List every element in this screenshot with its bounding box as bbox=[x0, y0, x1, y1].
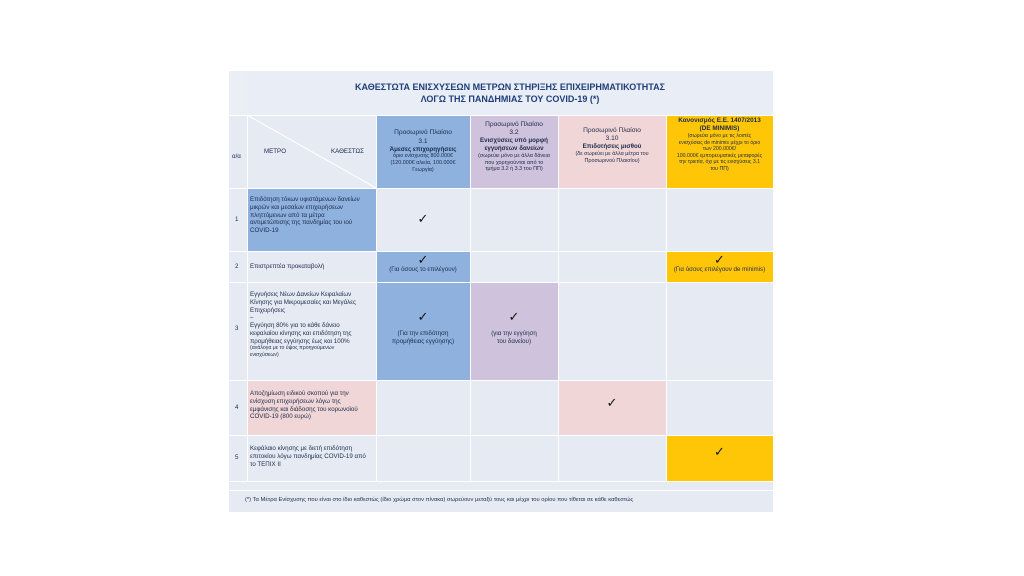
row-2-de-minimis-note: (Για όσους επιλέγουν de minimis) bbox=[673, 266, 766, 273]
grid-line bbox=[229, 188, 773, 189]
row-4-col-de-minimis bbox=[666, 380, 773, 435]
row-3-line: Κίνησης για Μικρομεσαίες και Μεγάλες bbox=[250, 298, 357, 306]
col2-l4: εγγυήσεων δανείων bbox=[484, 145, 544, 153]
col3-l4: (δε σωρεύει με άλλα μέτρα του bbox=[575, 151, 649, 158]
row-3-col-3-2-note: του δανείου) bbox=[496, 337, 532, 345]
row-5-num: 5 bbox=[235, 454, 239, 461]
row-1-num: 1 bbox=[235, 216, 239, 223]
row-4-line: Αποζημίωση ειδικού σκοπού για την bbox=[250, 390, 349, 397]
row-1-col-3-2 bbox=[470, 188, 558, 251]
header-kathestos: ΚΑΘΕΣΤΩΣ bbox=[331, 148, 365, 155]
row-5-num-cell bbox=[229, 435, 247, 481]
row-1-line: COVID-19 bbox=[250, 227, 279, 234]
header-aa-cell bbox=[229, 115, 247, 188]
col4-l1: Κανονισμός Ε.Ε. 1407/2013 bbox=[678, 117, 761, 124]
col2-l7: τμήμα 3.2 ή 3.3 του ΠΠ) bbox=[485, 166, 543, 173]
grid-line bbox=[229, 490, 773, 491]
col1-l6: Γεωργία) bbox=[412, 166, 434, 173]
row-4-line: εμφάνισης και διάδοσης του κορωνοϊού bbox=[250, 405, 358, 413]
grid-line bbox=[229, 115, 773, 116]
row-5-col-de-minimis bbox=[666, 435, 773, 481]
row-3-label bbox=[247, 282, 376, 380]
col2-l1: Προσωρινό Πλαίσιο bbox=[485, 121, 543, 128]
row-1-num-cell bbox=[229, 188, 247, 251]
checkmark-icon: ✓ bbox=[606, 395, 618, 410]
header-metro-cell bbox=[247, 115, 376, 188]
checkmark-icon: ✓ bbox=[714, 444, 725, 459]
col3-l2: 3.10 bbox=[605, 135, 619, 143]
grid-line bbox=[229, 251, 773, 252]
row-5-col-3-1 bbox=[376, 435, 470, 481]
row-5-label bbox=[247, 435, 376, 481]
row-3-col-3-1 bbox=[376, 282, 470, 380]
row-2-label bbox=[247, 251, 376, 282]
row-3-note: (ανάλογα με το ύψος προηγούμενων bbox=[250, 345, 335, 352]
grid-line bbox=[229, 380, 773, 381]
header-metro: ΜΕΤΡΟ bbox=[264, 148, 287, 155]
row-3-line: Επιχειρήσεις bbox=[250, 306, 286, 314]
row-1-line: αντιμετώπισης της πανδημίας του ιού bbox=[250, 219, 353, 227]
col4-l7: την τριετία, όχι με τις ενισχύσεις 3.1 bbox=[678, 159, 761, 165]
col2-l6: που χορηγούνται από το bbox=[484, 159, 544, 166]
row-3-line: – bbox=[250, 314, 254, 322]
row-1-col-3-1 bbox=[376, 188, 470, 251]
row-4-col-3-10 bbox=[558, 380, 666, 435]
title-line-1: ΚΑΘΕΣΤΩΤΑ ΕΝΙΣΧΥΣΕΩΝ ΜΕΤΡΩΝ ΣΤΗΡΙΞΗΣ ΕΠΙΧΕΙΡΗΜΑΤΙΚΟΤΗΤΑΣ bbox=[355, 81, 665, 92]
grid-line bbox=[470, 115, 471, 481]
col2-l2: 3.2 bbox=[509, 129, 519, 137]
page-title bbox=[247, 71, 773, 115]
row-3-line: Εγγύηση 80% για το κάθε δάνειο bbox=[250, 322, 340, 329]
row-1-col-3-10 bbox=[558, 188, 666, 251]
spacer-row bbox=[229, 481, 773, 490]
row-4-num: 4 bbox=[235, 404, 239, 411]
col3-l3: Επιδοτήσεις μισθού bbox=[582, 143, 642, 151]
grid-line bbox=[229, 282, 773, 283]
row-3-note: ενισχύσεων) bbox=[250, 351, 279, 358]
row-1-line: μικρών και μεσαίων επιχειρήσεων bbox=[250, 203, 343, 211]
col1-l1: Προσωρινό Πλαίσιο bbox=[394, 129, 452, 137]
row-1-col-de-minimis bbox=[666, 188, 773, 251]
row-5-line: το ΤΕΠΙΧ ΙΙ bbox=[250, 460, 281, 468]
row-3-line: προμήθειας εγγύησης έως και 100% bbox=[250, 337, 350, 345]
row-1-line: πληττόμενων από τα μέτρα bbox=[250, 211, 325, 219]
col4-l6: 100.000€ εμπορευματικές μεταφορές bbox=[676, 152, 763, 159]
row-5-line: επιτοκίου λόγω πανδημίας COVID-19 από bbox=[250, 452, 366, 460]
header-col-3-2 bbox=[470, 115, 558, 188]
grid-line bbox=[376, 115, 377, 481]
checkmark-icon: ✓ bbox=[417, 211, 429, 226]
row-2-line: Επιστρεπτέα προκαταβολή bbox=[250, 263, 325, 270]
col1-l2: 3.1 bbox=[418, 137, 428, 145]
col1-l5: (120.000€ αλιεία, 100.000€ bbox=[390, 160, 456, 167]
header-col-3-1 bbox=[376, 115, 470, 188]
col1-l3: Άμεσες επιχορηγήσεις bbox=[389, 145, 457, 153]
col4-l8: του ΠΠ) bbox=[710, 165, 729, 172]
grid-line bbox=[247, 115, 248, 481]
row-2-col-3-10 bbox=[558, 251, 666, 282]
row-3-line: κεφαλαίου κίνησης και επιδότηση της bbox=[250, 329, 352, 337]
grid-line bbox=[229, 435, 773, 436]
row-4-line: COVID-19 (800 ευρώ) bbox=[250, 413, 311, 421]
row-3-col-3-10 bbox=[558, 282, 666, 380]
header-aa: α/α bbox=[232, 153, 241, 160]
row-4-label bbox=[247, 380, 376, 435]
grid-line bbox=[558, 115, 559, 481]
checkmark-icon: ✓ bbox=[714, 252, 725, 267]
row-1-label bbox=[247, 188, 376, 251]
row-4-num-cell bbox=[229, 380, 247, 435]
col4-l4: ενισχύσεις de minimis μέχρι το όριο bbox=[678, 139, 761, 146]
title-line-2: ΛΟΓΩ ΤΗΣ ΠΑΝΔΗΜΙΑΣ ΤΟΥ COVID-19 (*) bbox=[420, 94, 600, 104]
checkmark-icon: ✓ bbox=[508, 309, 520, 324]
row-2-num-cell bbox=[229, 251, 247, 282]
row-3-line: Εγγυήσεις Νέων Δανείων Κεφαλαίων bbox=[250, 291, 352, 298]
col2-l5: (σωρεύει μόνο με άλλα δάνεια bbox=[478, 152, 550, 159]
row-3-num: 3 bbox=[235, 325, 239, 332]
row-5-col-3-2 bbox=[470, 435, 558, 481]
col3-l1: Προσωρινό Πλαίσιο bbox=[583, 127, 641, 134]
slide bbox=[229, 71, 773, 512]
row-3-col-3-1-note: προμήθειας εγγύησης) bbox=[391, 337, 455, 345]
col4-l3: (σωρεύει μόνο με τις λοιπές bbox=[687, 133, 752, 139]
checkmark-icon: ✓ bbox=[417, 309, 429, 324]
row-2-col-3-2 bbox=[470, 251, 558, 282]
col3-l5: Προσωρινού Πλαισίου) bbox=[584, 157, 640, 164]
row-3-col-3-2-note: (για την εγγύηση bbox=[491, 330, 537, 337]
col1-l4: όριο ενίσχυσης 800.000€ bbox=[392, 153, 454, 160]
row-2-num: 2 bbox=[235, 263, 239, 270]
row-3-col-3-1-note: (Για την επιδότηση bbox=[397, 330, 449, 337]
row-5-col-3-10 bbox=[558, 435, 666, 481]
checkmark-icon: ✓ bbox=[417, 252, 429, 267]
col4-l5: των 200.000€/ bbox=[702, 146, 737, 152]
row-2-col-3-1 bbox=[376, 251, 470, 282]
row-4-col-3-1 bbox=[376, 380, 470, 435]
row-3-col-de-minimis bbox=[666, 282, 773, 380]
header-col-3-10 bbox=[558, 115, 666, 188]
grid-line bbox=[666, 115, 667, 481]
col2-l3: Ενισχύσεις υπό μορφή bbox=[480, 137, 548, 145]
row-2-col-3-1-note: (Για όσους το επιλέγουν) bbox=[389, 266, 457, 273]
row-3-col-3-2 bbox=[470, 282, 558, 380]
footnote: (*) Τα Μέτρα Ενίσχυσης που είναι στο ίδιο καθεστώς (ίδιο χρώμα στον πίνακα) σωρεύουν μεταξύ τους και μέχρι του ορίου που τίθεται σε κάθε καθεστώς bbox=[229, 490, 773, 512]
row-4-line: ενίσχυση επιχειρήσεων λόγω της bbox=[250, 397, 341, 405]
row-4-col-3-2 bbox=[470, 380, 558, 435]
grid-line bbox=[229, 481, 773, 482]
row-3-num-cell bbox=[229, 282, 247, 380]
col4-l2: (DE MINIMIS) bbox=[699, 125, 740, 132]
row-5-line: Κεφάλαιο κίνησης με διετή επιδότηση bbox=[250, 445, 353, 452]
row-2-col-de-minimis bbox=[666, 251, 773, 282]
row-1-line: Επιδότηση τόκων υφιστάμενων δανείων bbox=[250, 196, 360, 203]
header-de-minimis bbox=[666, 115, 773, 188]
